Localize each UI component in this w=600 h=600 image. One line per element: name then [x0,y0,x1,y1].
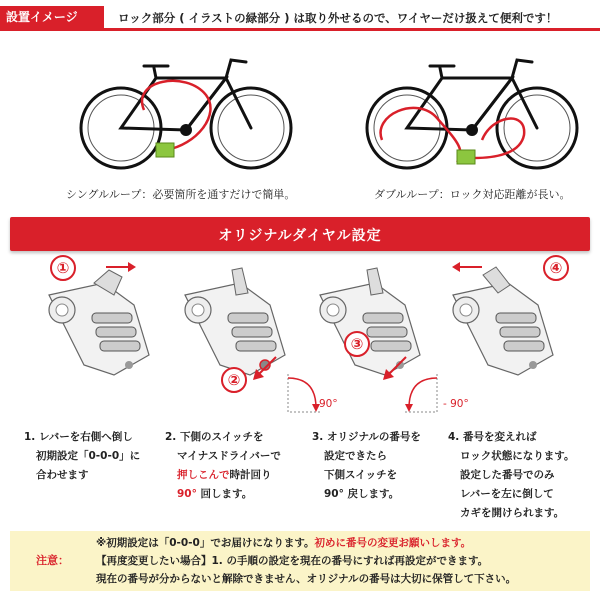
header-text: ロック部分 ( イラストの緑部分 ) は取り外せるので、ワイヤーだけ扱えて便利です！ [118,11,558,25]
section-title: オリジナルダイヤル設定 [218,228,382,244]
step-2-turn: 回します。 [200,488,253,500]
caution-line-1 [96,535,471,550]
caption-double-loop: ダブルループ：ロック対応距離が長い。 [374,188,571,201]
step-1-line-1: 1. レバーを右側へ倒し [24,431,133,443]
step-4-line-4: レバーを左に倒して [460,488,554,500]
angle-label-cw: 90° [319,398,338,410]
caption-single-loop: シングルループ：必要箇所を通すだけで簡単。 [66,188,296,201]
step-3-line-3: 下側スイッチを [324,469,398,481]
step-2-emphasis-push: 押しこんで [177,469,230,481]
step-marker-4: ④ [543,255,569,281]
step-4-text [448,428,588,523]
step-4-line-5: カギを開けられます。 [460,507,565,519]
rotate-clockwise-icon [282,372,322,416]
dial-lock-step1-illustration [34,265,164,385]
caution-line-1-initial: ※初期設定は「0-0-0」でお届けになります。 [96,537,315,549]
step-1-text [24,428,162,485]
step-2-text [165,428,303,504]
step-3-line-4: 90° 戻します。 [324,488,400,500]
step-3-line-1: 3. オリジナルの番号を [312,431,421,443]
dial-lock-step4-illustration [438,265,568,385]
caution-line-3: 現在の番号が分からないと解除できません、オリジナルの番号は大切に保管して下さい。 [96,573,517,585]
caution-label: 注意： [36,554,69,567]
step-marker-1: ① [50,255,76,281]
step-2-line-1: 2. 下側のスイッチを [165,431,264,443]
header-divider [0,28,600,31]
step-2-line-3 [165,466,303,485]
step-marker-2: ② [221,367,247,393]
step-3-text [312,428,442,504]
arrow-right-icon [104,260,138,274]
bike-single-loop-illustration [76,40,296,175]
push-arrow-icon [248,355,278,385]
step-1-line-3: 合わせます [36,469,89,481]
step-1-line-2: 初期設定「0-0-0」に [36,450,141,462]
step-marker-3: ③ [344,331,370,357]
bike-double-loop-illustration [362,40,582,175]
caution-line-2: 【再度変更したい場合】1. の手順の設定を現在の番号にすれば再設定ができます。 [96,555,489,567]
step-4-line-2: ロック状態になります。 [460,450,575,462]
header-badge: 設置イメージ [0,6,104,28]
step-2-emphasis-angle: 90° [177,488,197,500]
step-2-line-4 [165,485,303,504]
angle-label-ccw: - 90° [443,398,469,410]
step-2-line-2: マイナスドライバーで [177,450,281,462]
step-2-clockwise: 時計回り [229,469,272,481]
step-4-line-3: 設定した番号でのみ [460,469,555,481]
dial-lock-step3-illustration [305,265,435,385]
step-4-line-1: 4. 番号を変えれば [448,431,537,443]
rotate-counterclockwise-icon [403,372,443,416]
arrow-left-icon [450,260,484,274]
caution-line-1-emphasis: 初めに番号の変更お願いします。 [314,537,472,549]
caution-note-box [10,531,590,591]
step-3-line-2: 設定できたら [324,450,387,462]
section-banner [10,217,590,251]
